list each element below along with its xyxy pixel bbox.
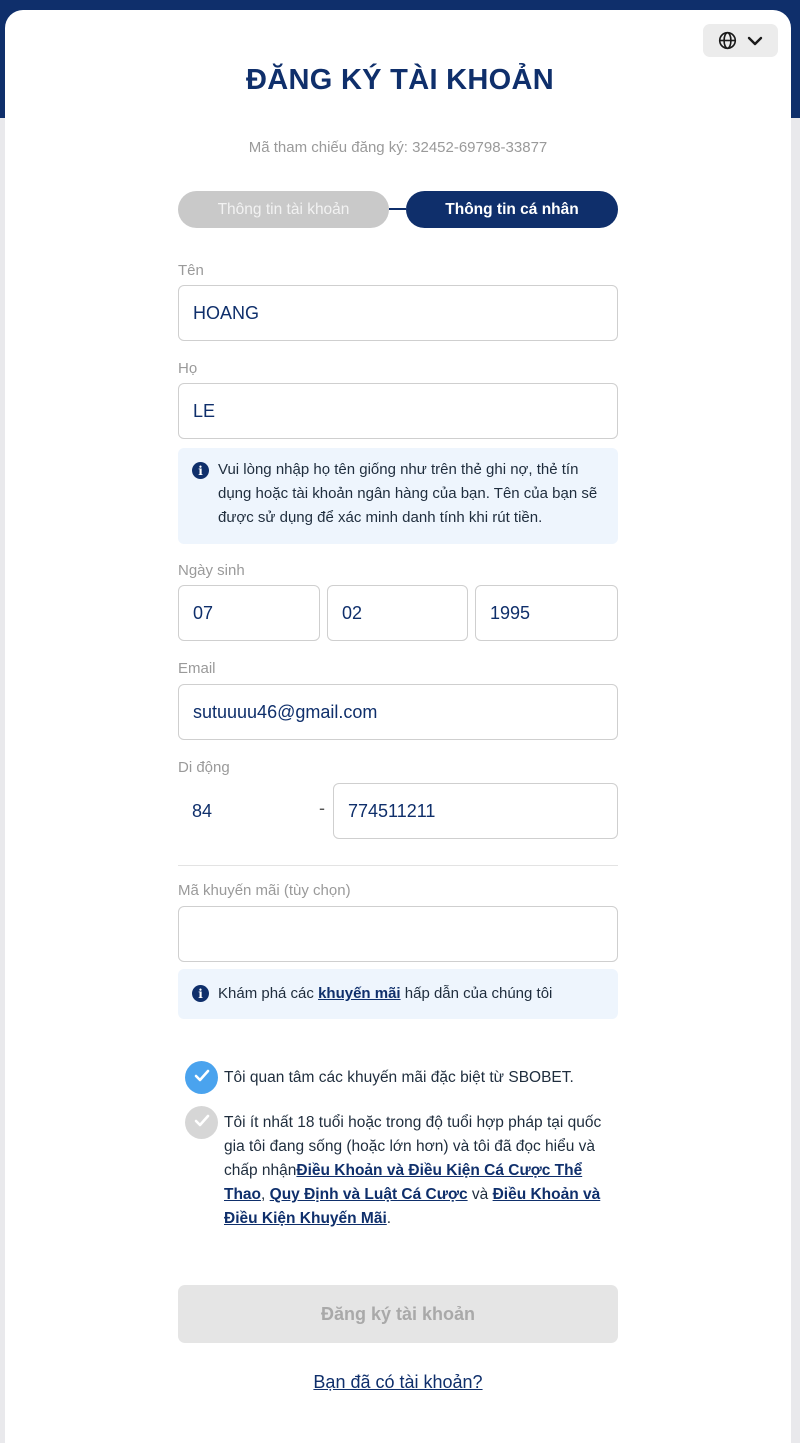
first-name-field[interactable]: HOANG	[178, 285, 618, 341]
mobile-number-field[interactable]: 774511211	[333, 783, 618, 839]
promo-opt-in-checkbox[interactable]	[185, 1061, 218, 1094]
promotions-link[interactable]: khuyến mãi	[318, 985, 401, 1002]
terms-separator: và	[467, 1186, 493, 1203]
promo-code-label: Mã khuyến mãi (tùy chọn)	[178, 882, 351, 899]
name-info-text: Vui lòng nhập họ tên giống như trên thẻ ghi nợ, thẻ tín dụng hoặc tài khoản ngân hàng của bạn. Tên của bạn sẽ được sử dụng để xác minh danh tính khi rút tiền.	[218, 461, 598, 526]
globe-icon	[718, 31, 737, 50]
name-info-box	[178, 448, 618, 544]
promotion-terms-link[interactable]: Điều Khoản và Điều Kiện Khuyến Mãi	[224, 1186, 601, 1227]
dob-month-field[interactable]: 02	[327, 585, 468, 641]
section-divider	[178, 865, 618, 866]
chevron-down-icon	[747, 36, 763, 46]
dob-day-field[interactable]: 07	[178, 585, 320, 641]
terms-text	[224, 1111, 619, 1231]
last-name-label: Họ	[178, 360, 198, 377]
last-name-field[interactable]: LE	[178, 383, 618, 439]
promo-info-suffix: hấp dẫn của chúng tôi	[400, 985, 553, 1002]
step-account-info[interactable]: Thông tin tài khoản	[178, 191, 389, 228]
info-icon: i	[192, 462, 209, 479]
country-code-field[interactable]: 84	[192, 800, 213, 821]
registration-reference: Mã tham chiếu đăng ký: 32452-69798-33877	[248, 139, 548, 156]
existing-account-link[interactable]: Bạn đã có tài khoản?	[313, 1372, 483, 1392]
email-field[interactable]: sutuuuu46@gmail.com	[178, 684, 618, 740]
betting-rules-link[interactable]: Quy Định và Luật Cá Cược	[269, 1186, 468, 1203]
promo-opt-in-text: Tôi quan tâm các khuyến mãi đặc biệt từ SBOBET.	[224, 1069, 574, 1086]
register-button[interactable]: Đăng ký tài khoản	[178, 1285, 618, 1343]
promo-info-prefix: Khám phá các	[218, 985, 319, 1002]
mobile-label: Di động	[178, 759, 230, 776]
dob-label: Ngày sinh	[178, 562, 245, 579]
terms-text-prefix: Tôi ít nhất 18 tuổi hoặc trong độ tuổi hợp pháp tại quốc gia tôi đang sống (hoặc lớn hơn) và tôi đã đọc hiểu và chấp nhận	[224, 1114, 602, 1179]
step-personal-info[interactable]: Thông tin cá nhân	[406, 191, 618, 228]
email-label: Email	[178, 660, 216, 677]
terms-end: .	[386, 1210, 392, 1227]
step-connector	[389, 208, 406, 210]
check-icon	[194, 1114, 210, 1132]
check-icon	[194, 1069, 210, 1087]
language-selector[interactable]	[703, 24, 778, 57]
info-icon: i	[192, 985, 209, 1002]
promo-code-field[interactable]	[178, 906, 618, 962]
mobile-separator: -	[319, 798, 325, 818]
promo-info-text	[218, 982, 602, 1006]
dob-year-field[interactable]: 1995	[475, 585, 618, 641]
sports-betting-terms-link[interactable]: Điều Khoản và Điều Kiện Cá Cược Thể Thao	[224, 1162, 583, 1203]
promo-info-box	[178, 969, 618, 1019]
page-title: ĐĂNG KÝ TÀI KHOẢN	[246, 64, 554, 96]
first-name-label: Tên	[178, 262, 204, 279]
terms-separator: ,	[261, 1186, 270, 1203]
terms-checkbox[interactable]	[185, 1106, 218, 1139]
